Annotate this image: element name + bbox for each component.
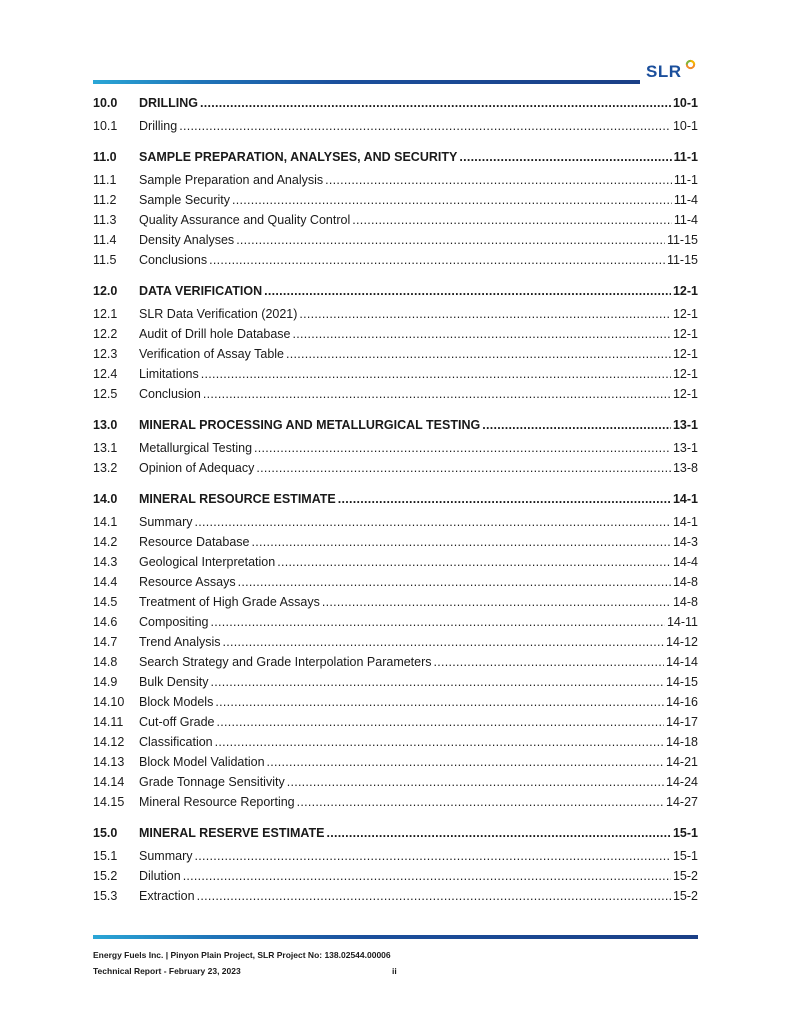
toc-section — [93, 488, 698, 812]
toc-entry-title: Sample Preparation and Analysis — [139, 173, 324, 187]
toc-entry-link[interactable] — [93, 250, 698, 270]
toc-leader-dots — [203, 384, 671, 404]
toc-entry-number: 11.4 — [93, 233, 117, 247]
toc-entry-page: 14-14 — [666, 655, 698, 669]
toc-entry-number: 12.1 — [93, 307, 118, 321]
toc-entry-page: 11-1 — [673, 150, 698, 164]
toc-entry-number: 14.10 — [93, 695, 125, 709]
toc-entry-title: Metallurgical Testing — [139, 441, 253, 455]
toc-entry-page: 11-15 — [666, 233, 698, 247]
toc-entry-title: Limitations — [139, 367, 199, 381]
toc-entry-title: Trend Analysis — [139, 635, 221, 649]
toc-heading-link[interactable] — [93, 822, 698, 846]
toc-entry-number: 15.2 — [93, 869, 118, 883]
table-of-contents — [93, 92, 698, 906]
toc-entry-number: 13.1 — [93, 441, 118, 455]
toc-entry-number: 12.0 — [93, 284, 118, 298]
toc-leader-dots — [264, 280, 671, 302]
toc-entry-link[interactable] — [93, 652, 698, 672]
toc-entry-page: 14-11 — [666, 615, 698, 629]
toc-leader-dots — [277, 552, 671, 572]
toc-leader-dots — [267, 752, 664, 772]
toc-entry-title: Grade Tonnage Sensitivity — [139, 775, 285, 789]
toc-section — [93, 414, 698, 478]
toc-entry-title: Summary — [139, 515, 193, 529]
toc-entry-page: 10-1 — [672, 119, 698, 133]
toc-entry-link[interactable] — [93, 612, 698, 632]
toc-entry-number: 12.3 — [93, 347, 118, 361]
toc-entry-page: 12-1 — [672, 327, 698, 341]
toc-leader-dots — [238, 572, 671, 592]
toc-heading-link[interactable] — [93, 146, 698, 170]
toc-leader-dots — [194, 846, 670, 866]
toc-entry-page: 12-1 — [672, 367, 698, 381]
toc-entry-page: 10-1 — [672, 96, 698, 110]
toc-entry-number: 14.11 — [93, 715, 124, 729]
toc-entry-page: 14-1 — [672, 515, 698, 529]
toc-entry-title: Bulk Density — [139, 675, 209, 689]
toc-entry-title: Search Strategy and Grade Interpolation Parameters — [139, 655, 432, 669]
toc-entry-page: 14-21 — [666, 755, 698, 769]
toc-entry-title: Treatment of High Grade Assays — [139, 595, 320, 609]
toc-entry-title: Resource Database — [139, 535, 250, 549]
toc-leader-dots — [232, 190, 672, 210]
toc-entry-link[interactable] — [93, 532, 698, 552]
toc-entry-title: Block Models — [139, 695, 214, 709]
toc-entry-number: 14.13 — [93, 755, 125, 769]
toc-entry-link[interactable] — [93, 116, 698, 136]
logo-text: SLR — [646, 62, 682, 81]
toc-section — [93, 92, 698, 136]
toc-entry-number: 11.1 — [93, 173, 117, 187]
toc-entry-number: 13.2 — [93, 461, 118, 475]
toc-entry-page: 14-1 — [672, 492, 698, 506]
toc-entry-page: 15-2 — [672, 889, 698, 903]
toc-leader-dots — [215, 732, 664, 752]
toc-entry-number: 11.3 — [93, 213, 117, 227]
toc-entry-title: Dilution — [139, 869, 181, 883]
toc-entry-number: 11.2 — [93, 193, 117, 207]
toc-leader-dots — [194, 512, 670, 532]
toc-leader-dots — [254, 438, 671, 458]
toc-leader-dots — [256, 458, 671, 478]
toc-entry-page: 14-18 — [666, 735, 698, 749]
toc-entry-number: 14.6 — [93, 615, 118, 629]
toc-leader-dots — [482, 414, 671, 436]
toc-entry-number: 14.3 — [93, 555, 118, 569]
toc-entry-number: 15.0 — [93, 826, 118, 840]
toc-entry-link[interactable] — [93, 384, 698, 404]
toc-entry-number: 13.0 — [93, 418, 118, 432]
toc-entry-link[interactable] — [93, 170, 698, 190]
toc-entry-number: 14.12 — [93, 735, 125, 749]
toc-leader-dots — [210, 672, 664, 692]
toc-entry-link[interactable] — [93, 438, 698, 458]
footer-rule — [93, 935, 698, 939]
toc-entry-page: 13-8 — [672, 461, 698, 475]
toc-leader-dots — [210, 612, 664, 632]
toc-leader-dots — [352, 210, 672, 230]
toc-entry-title: Sample Security — [139, 193, 231, 207]
toc-entry-page: 15-2 — [672, 869, 698, 883]
toc-entry-link[interactable] — [93, 692, 698, 712]
toc-entry-number: 11.0 — [93, 150, 117, 164]
toc-entry-page: 13-1 — [672, 441, 698, 455]
toc-entry-title: Block Model Validation — [139, 755, 265, 769]
toc-entry-page: 12-1 — [672, 307, 698, 321]
toc-entry-link[interactable] — [93, 712, 698, 732]
toc-entry-link[interactable] — [93, 592, 698, 612]
toc-leader-dots — [297, 792, 664, 812]
toc-entry-link[interactable] — [93, 632, 698, 652]
footer-report-date: Technical Report - February 23, 2023 — [93, 966, 241, 976]
toc-entry-link[interactable] — [93, 512, 698, 532]
toc-leader-dots — [183, 866, 671, 886]
toc-leader-dots — [217, 712, 665, 732]
toc-entry-title: MINERAL RESERVE ESTIMATE — [139, 826, 325, 840]
toc-entry-title: Extraction — [139, 889, 195, 903]
toc-entry-title: SLR Data Verification (2021) — [139, 307, 298, 321]
toc-leader-dots — [286, 344, 671, 364]
toc-leader-dots — [223, 632, 664, 652]
toc-entry-title: Quality Assurance and Quality Control — [139, 213, 351, 227]
toc-entry-link[interactable] — [93, 304, 698, 324]
toc-entry-title: Resource Assays — [139, 575, 236, 589]
toc-leader-dots — [459, 146, 671, 168]
toc-leader-dots — [287, 772, 664, 792]
toc-entry-title: DRILLING — [139, 96, 199, 110]
toc-entry-page: 12-1 — [672, 387, 698, 401]
toc-entry-page: 14-8 — [672, 575, 698, 589]
toc-entry-title: MINERAL RESOURCE ESTIMATE — [139, 492, 336, 506]
toc-entry-link[interactable] — [93, 772, 698, 792]
toc-entry-link[interactable] — [93, 210, 698, 230]
toc-heading-link[interactable] — [93, 414, 698, 438]
toc-entry-number: 14.9 — [93, 675, 118, 689]
toc-entry-page: 15-1 — [672, 849, 698, 863]
toc-leader-dots — [299, 304, 671, 324]
toc-entry-title: Cut-off Grade — [139, 715, 215, 729]
toc-entry-title: Summary — [139, 849, 193, 863]
toc-entry-title: DATA VERIFICATION — [139, 284, 263, 298]
toc-entry-number: 11.5 — [93, 253, 117, 267]
toc-entry-page: 14-8 — [672, 595, 698, 609]
toc-heading-link[interactable] — [93, 488, 698, 512]
footer-project-line: Energy Fuels Inc. | Pinyon Plain Project, SLR Project No: 138.02544.00006 — [93, 950, 391, 960]
toc-entry-title: Opinion of Adequacy — [139, 461, 255, 475]
toc-entry-page: 12-1 — [672, 347, 698, 361]
page-number: ii — [392, 966, 397, 976]
toc-leader-dots — [200, 92, 671, 114]
footer-report-line — [93, 966, 403, 976]
toc-leader-dots — [434, 652, 664, 672]
slr-logo — [646, 62, 698, 86]
toc-entry-link[interactable] — [93, 846, 698, 866]
toc-entry-link[interactable] — [93, 190, 698, 210]
toc-section — [93, 822, 698, 906]
toc-entry-title: SAMPLE PREPARATION, ANALYSES, AND SECURITY — [139, 150, 458, 164]
toc-entry-page: 14-17 — [666, 715, 698, 729]
toc-heading-link[interactable] — [93, 280, 698, 304]
toc-entry-page: 11-4 — [673, 213, 698, 227]
toc-entry-number: 10.0 — [93, 96, 118, 110]
toc-entry-page: 12-1 — [672, 284, 698, 298]
toc-entry-link[interactable] — [93, 324, 698, 344]
toc-leader-dots — [325, 170, 672, 190]
toc-entry-link[interactable] — [93, 792, 698, 812]
toc-entry-number: 14.2 — [93, 535, 118, 549]
toc-entry-title: Verification of Assay Table — [139, 347, 284, 361]
toc-entry-page: 14-16 — [666, 695, 698, 709]
toc-entry-link[interactable] — [93, 572, 698, 592]
toc-leader-dots — [179, 116, 671, 136]
toc-entry-link[interactable] — [93, 752, 698, 772]
toc-entry-number: 14.8 — [93, 655, 118, 669]
toc-entry-title: MINERAL PROCESSING AND METALLURGICAL TESTING — [139, 418, 481, 432]
toc-entry-number: 12.4 — [93, 367, 118, 381]
toc-entry-link[interactable] — [93, 672, 698, 692]
toc-entry-page: 14-3 — [672, 535, 698, 549]
logo-swirl-icon — [685, 59, 696, 70]
toc-entry-number: 10.1 — [93, 119, 118, 133]
toc-entry-page: 14-4 — [672, 555, 698, 569]
toc-entry-page: 14-12 — [666, 635, 698, 649]
toc-entry-link[interactable] — [93, 344, 698, 364]
toc-leader-dots — [326, 822, 671, 844]
toc-entry-title: Conclusion — [139, 387, 201, 401]
toc-entry-title: Geological Interpretation — [139, 555, 276, 569]
toc-entry-title: Drilling — [139, 119, 178, 133]
toc-heading-link[interactable] — [93, 92, 698, 116]
toc-leader-dots — [338, 488, 671, 510]
toc-entry-title: Compositing — [139, 615, 209, 629]
toc-leader-dots — [292, 324, 670, 344]
toc-entry-number: 15.3 — [93, 889, 118, 903]
toc-entry-link[interactable] — [93, 552, 698, 572]
toc-leader-dots — [236, 230, 665, 250]
toc-entry-page: 11-4 — [673, 193, 698, 207]
toc-entry-number: 12.2 — [93, 327, 118, 341]
toc-entry-link[interactable] — [93, 364, 698, 384]
toc-entry-number: 14.0 — [93, 492, 118, 506]
toc-entry-link[interactable] — [93, 230, 698, 250]
toc-entry-number: 14.5 — [93, 595, 118, 609]
toc-entry-page: 11-15 — [666, 253, 698, 267]
toc-entry-number: 14.15 — [93, 795, 125, 809]
toc-leader-dots — [201, 364, 671, 384]
toc-entry-page: 14-15 — [666, 675, 698, 689]
header-rule — [93, 80, 640, 84]
toc-entry-title: Density Analyses — [139, 233, 235, 247]
toc-entry-number: 12.5 — [93, 387, 118, 401]
toc-entry-page: 14-27 — [666, 795, 698, 809]
toc-entry-page: 13-1 — [672, 418, 698, 432]
toc-entry-link[interactable] — [93, 886, 698, 906]
toc-entry-page: 11-1 — [673, 173, 698, 187]
toc-entry-title: Audit of Drill hole Database — [139, 327, 291, 341]
toc-entry-link[interactable] — [93, 732, 698, 752]
toc-entry-link[interactable] — [93, 866, 698, 886]
toc-entry-title: Mineral Resource Reporting — [139, 795, 295, 809]
toc-leader-dots — [209, 250, 665, 270]
toc-entry-number: 14.14 — [93, 775, 125, 789]
toc-entry-number: 14.1 — [93, 515, 118, 529]
toc-entry-number: 15.1 — [93, 849, 118, 863]
toc-leader-dots — [322, 592, 671, 612]
toc-leader-dots — [197, 886, 671, 906]
toc-entry-number: 14.4 — [93, 575, 118, 589]
toc-entry-title: Classification — [139, 735, 213, 749]
toc-section — [93, 146, 698, 270]
toc-section — [93, 280, 698, 404]
toc-leader-dots — [215, 692, 664, 712]
toc-entry-number: 14.7 — [93, 635, 118, 649]
toc-leader-dots — [251, 532, 670, 552]
toc-entry-link[interactable] — [93, 458, 698, 478]
toc-entry-title: Conclusions — [139, 253, 208, 267]
toc-entry-page: 15-1 — [672, 826, 698, 840]
toc-entry-page: 14-24 — [666, 775, 698, 789]
